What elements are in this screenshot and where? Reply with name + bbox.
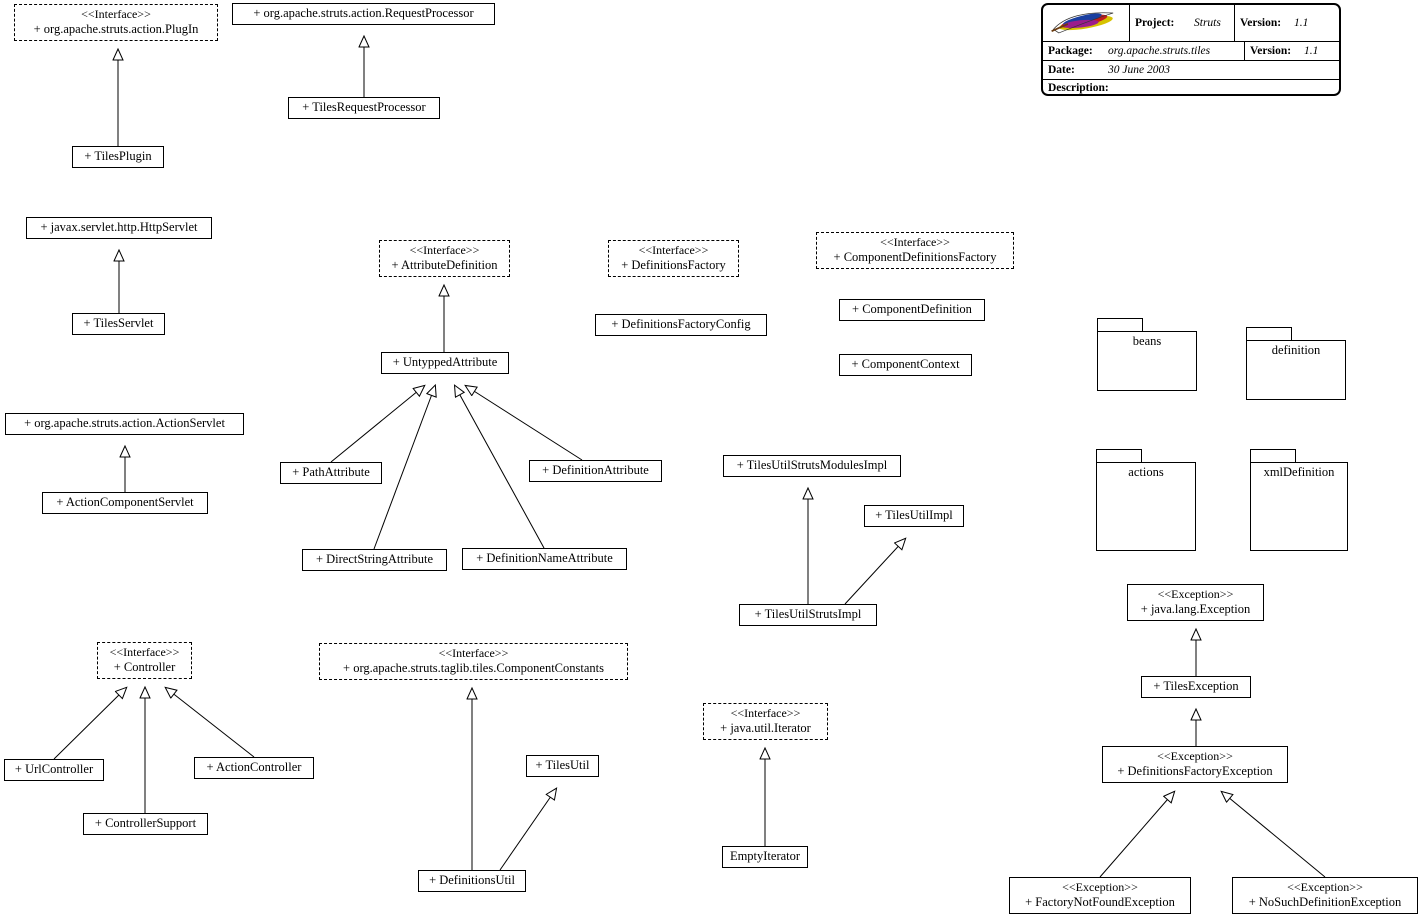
project-value: Struts: [1194, 17, 1221, 29]
class-box-componentcontext[interactable]: [839, 354, 972, 376]
class-box-httpservlet[interactable]: [26, 217, 212, 239]
title-row-package: [1043, 42, 1339, 61]
class-name-label: + org.apache.struts.action.ActionServlet: [24, 416, 225, 430]
package-beans[interactable]: [1097, 318, 1197, 391]
class-name-label: + DefinitionsUtil: [429, 873, 515, 887]
package-label: Package:: [1048, 45, 1093, 57]
class-box-componentdefinition[interactable]: [839, 299, 985, 321]
package-tab: [1246, 327, 1292, 341]
class-box-actionservlet[interactable]: [5, 413, 244, 435]
class-name-label: + DefinitionAttribute: [542, 463, 649, 477]
class-name-label: + FactoryNotFoundException: [1025, 895, 1175, 909]
class-box-factorynotfoundexception[interactable]: [1009, 877, 1191, 914]
class-name-label: + javax.servlet.http.HttpServlet: [40, 220, 198, 234]
version-value-2: 1.1: [1304, 45, 1319, 57]
class-box-tilesutilstrutsimpl[interactable]: [739, 604, 877, 626]
class-name-label: + org.apache.struts.action.PlugIn: [33, 22, 199, 36]
stereotype-label: <<Interface>>: [109, 645, 180, 659]
class-name-label: + ActionComponentServlet: [56, 495, 194, 509]
class-box-definitionsfactoryexception[interactable]: [1102, 746, 1288, 783]
class-box-controllersupport[interactable]: [83, 813, 208, 835]
class-box-tilesplugin[interactable]: [72, 146, 164, 168]
class-name-label: + TilesException: [1153, 679, 1239, 693]
class-name-label: + TilesServlet: [83, 316, 154, 330]
class-box-requestprocessor[interactable]: [232, 3, 495, 25]
class-name-label: + DefinitionsFactoryException: [1117, 764, 1273, 778]
package-tab: [1096, 449, 1142, 463]
version-value: 1.1: [1294, 17, 1309, 29]
date-value: 30 June 2003: [1108, 64, 1170, 76]
class-name-label: + ComponentDefinition: [852, 302, 972, 316]
stereotype-label: <<Exception>>: [1157, 587, 1234, 601]
class-name-label: + DefinitionsFactoryConfig: [611, 317, 751, 331]
stereotype-label: <<Exception>>: [1157, 749, 1233, 763]
package-definition[interactable]: [1246, 327, 1346, 400]
class-name-label: + TilesRequestProcessor: [302, 100, 426, 114]
class-name-label: + DirectStringAttribute: [315, 552, 434, 566]
class-box-plugin[interactable]: [14, 4, 218, 41]
class-box-actioncontroller[interactable]: [194, 757, 314, 779]
class-box-definitionnameattribute[interactable]: [462, 548, 627, 570]
class-box-definitionattribute[interactable]: [529, 460, 662, 482]
class-box-definitionsutil[interactable]: [418, 870, 526, 892]
version-label-2: Version:: [1244, 42, 1299, 60]
stereotype-label: <<Exception>>: [1287, 880, 1363, 894]
title-row-project: [1043, 5, 1339, 42]
class-name-label: + ControllerSupport: [94, 816, 197, 830]
date-label: Date:: [1048, 64, 1075, 76]
title-block: [1041, 3, 1341, 96]
class-name-label: + UntyppedAttribute: [392, 355, 498, 369]
class-name-label: + ComponentContext: [851, 357, 960, 371]
class-box-urlcontroller[interactable]: [4, 759, 104, 781]
class-box-componentconstants[interactable]: [319, 643, 628, 680]
class-box-tilesutilimpl[interactable]: [864, 505, 964, 527]
class-box-iterator[interactable]: [703, 703, 828, 740]
class-box-pathattribute[interactable]: [280, 462, 382, 484]
class-box-javalangexception[interactable]: [1127, 584, 1264, 621]
class-box-definitionsfactoryconfig[interactable]: [595, 314, 767, 336]
class-box-controller[interactable]: [97, 642, 192, 679]
class-name-label: EmptyIterator: [729, 849, 801, 863]
description-value: [1114, 80, 1124, 96]
class-name-label: + DefinitionNameAttribute: [476, 551, 613, 565]
class-name-label: + org.apache.struts.action.RequestProcessor: [253, 6, 474, 20]
package-label: actions: [1128, 465, 1164, 479]
stereotype-label: <<Interface>>: [409, 243, 480, 257]
class-name-label: + ActionController: [206, 760, 302, 774]
class-name-label: + java.util.Iterator: [720, 721, 811, 735]
stereotype-label: <<Exception>>: [1062, 880, 1138, 894]
class-name-label: + TilesUtilStrutsImpl: [754, 607, 862, 621]
class-name-label: + TilesUtilImpl: [875, 508, 953, 522]
stereotype-label: <<Interface>>: [81, 7, 151, 21]
class-box-componentdefinitionsfactory[interactable]: [816, 232, 1014, 269]
stereotype-label: <<Interface>>: [438, 646, 509, 660]
package-value: org.apache.struts.tiles: [1108, 45, 1211, 57]
stereotype-label: <<Interface>>: [730, 706, 801, 720]
stereotype-label: <<Interface>>: [880, 235, 950, 249]
class-name-label: + UrlController: [14, 762, 94, 776]
class-name-label: + TilesUtilStrutsModulesImpl: [736, 458, 888, 472]
class-name-label: + TilesPlugin: [84, 149, 152, 163]
class-box-untyppedattribute[interactable]: [381, 352, 509, 374]
class-name-label: + AttributeDefinition: [391, 258, 498, 272]
class-box-definitionsfactory[interactable]: [608, 240, 739, 277]
class-name-label: + java.lang.Exception: [1140, 602, 1251, 616]
class-box-attributedefinition[interactable]: [379, 240, 510, 277]
class-name-label: + TilesUtil: [535, 758, 590, 772]
class-name-label: + ComponentDefinitionsFactory: [833, 250, 997, 264]
package-tab: [1097, 318, 1143, 332]
class-box-directstringattribute[interactable]: [302, 549, 447, 571]
stereotype-label: <<Interface>>: [638, 243, 709, 257]
class-name-label: + DefinitionsFactory: [621, 258, 726, 272]
title-row-description: [1043, 80, 1339, 96]
description-label: Description:: [1048, 82, 1109, 94]
struts-feather-logo-icon: [1043, 5, 1129, 41]
class-name-label: + PathAttribute: [292, 465, 370, 479]
class-box-emptyiterator[interactable]: [722, 846, 808, 868]
class-name-label: + org.apache.struts.taglib.tiles.ComponentConstants: [343, 661, 604, 675]
class-box-actioncomponentservlet[interactable]: [42, 492, 208, 514]
class-box-tilesutilstrutsmodulesimpl[interactable]: [723, 455, 901, 477]
package-xmldefinition[interactable]: [1250, 449, 1348, 551]
package-label: xmlDefinition: [1263, 465, 1335, 479]
version-label: Version:: [1234, 5, 1289, 41]
package-label: definition: [1271, 343, 1321, 357]
package-tab: [1250, 449, 1296, 463]
class-box-tilesexception[interactable]: [1141, 676, 1251, 698]
class-box-nosuchdefinitionexception[interactable]: [1232, 877, 1418, 914]
project-label: Project:: [1129, 5, 1189, 41]
class-box-tilesservlet[interactable]: [72, 313, 165, 335]
package-label: beans: [1132, 334, 1162, 348]
class-name-label: + NoSuchDefinitionException: [1248, 895, 1402, 909]
class-box-tilesrequestprocessor[interactable]: [288, 97, 440, 119]
package-actions[interactable]: [1096, 449, 1196, 551]
class-box-tilesutil[interactable]: [526, 755, 599, 777]
class-name-label: + Controller: [113, 660, 176, 674]
title-row-date: [1043, 61, 1339, 80]
